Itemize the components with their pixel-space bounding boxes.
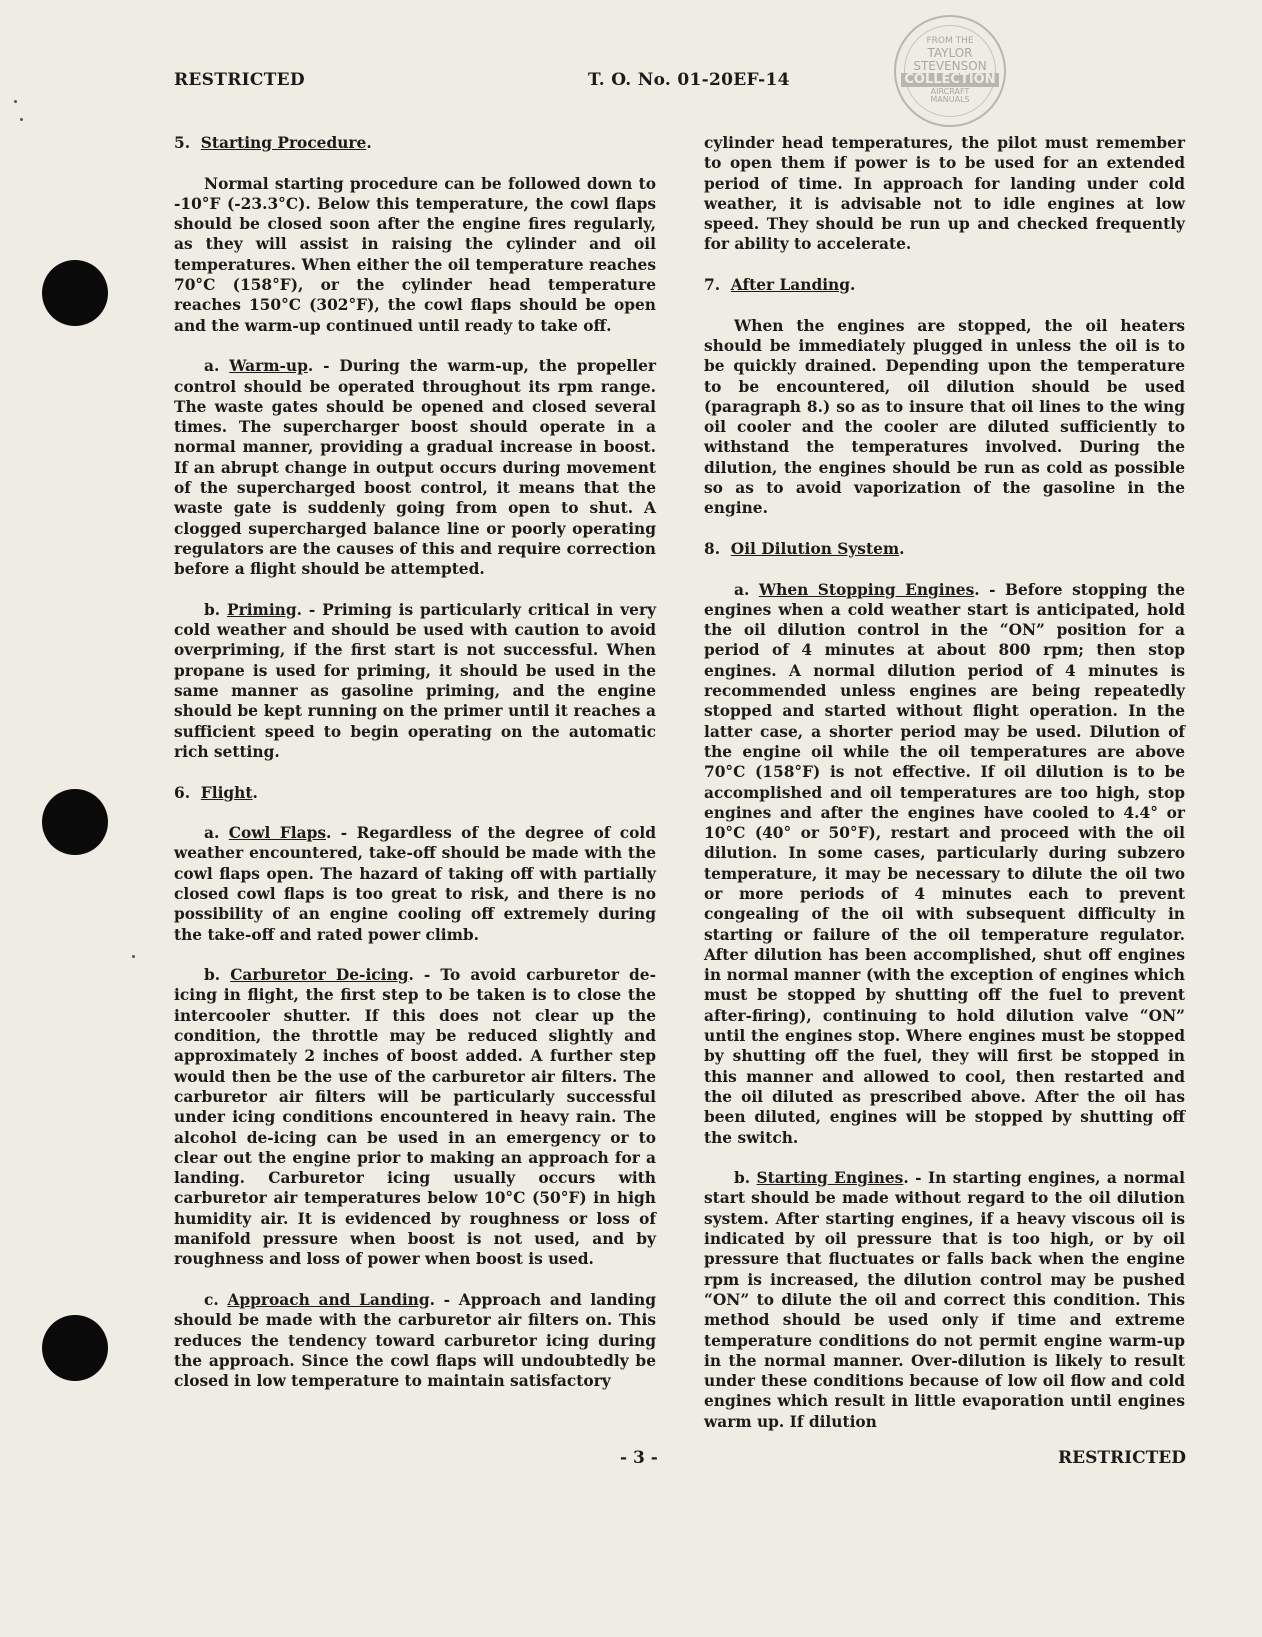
- subsection-title: Starting Engines: [756, 1169, 904, 1188]
- paper-speck: [20, 118, 23, 121]
- stamp-line: COLLECTION: [901, 73, 998, 87]
- subsection-title: Approach and Landing: [227, 1290, 430, 1309]
- paragraph: a. Cowl Flaps. - Regardless of the degree of cold weather encountered, take-off should be made with the cowl flaps open. The hazard of taking off with partially closed cowl flaps is too great to risk, and there is no possibility of an engine cooling off extremely during the take-off and rated power climb.: [174, 824, 657, 944]
- stamp-line: MANUALS: [930, 95, 970, 105]
- paragraph: b. Starting Engines. - In starting engines, a normal start should be made without regard to the oil dilution system. After starting engines, if a heavy viscous oil is indicated by oil pressure that is too high, or by oil pressure that fluctuates or falls back when the engine rpm is increased, the dilution control may be pushed “ON” to dilute the oil and correct this condition. This method should be used only if time and extreme temperature conditions do not permit engine warm-up in the normal manner. Over-dilution is likely to result under these conditions because of low oil flow and cold engines which result in little evaporation until engines warm up. If dilution: [704, 1169, 1185, 1431]
- header-classification: RESTRICTED: [174, 70, 305, 90]
- subsection-letter: a.: [204, 824, 220, 843]
- binder-hole: [42, 1315, 108, 1381]
- subsection-title: Cowl Flaps: [228, 824, 326, 843]
- paragraph-body: - Before stopping the engines when a cold weather start is anticipated, hold the oil dilution control in the “ON” position for a period of 4 minutes at about 800 rpm; then stop engines. A normal dilution period of 4 minutes is recommended unless engines are being repeatedly stopped and started without flight operation. In the latter case, a shorter period may be used. Dilution of the engine oil while the oil temperatures are above 70°C (158°F) is not effective. If oil dilution is to be accomplished and oil temperatures are too high, stop engines and after the engines have cooled to 4.4° or 10°C (40° or 50°F), restart and proceed with the oil dilution. In some cases, particularly during subzero temperature, it may be necessary to dilute the oil two or more periods of 4 minutes each to prevent congealing of the oil with subsequent difficulty in starting or failure of the oil temperature regulator. After dilution has been accomplished, shut off engines in normal manner (with the exception of engines which must be stopped by shutting off the fuel to prevent after-firing), continuing to hold dilution valve “ON” until the engines stop. Where engines must be stopped by shutting off the fuel, they will first be stopped in this manner and allowed to cool, then restarted and the oil diluted as prescribed above. After the oil has been diluted, engines will be stopped by shutting off the switch.: [704, 580, 1186, 1147]
- subsection-letter: b.: [204, 966, 221, 985]
- subsection-letter: a.: [204, 357, 220, 376]
- paragraph-body: - During the warm-up, the propeller control should be operated throughout its rpm range. The waste gates should be opened and closed several times. The supercharger boost should operate in a normal manner, providing a gradual increase in boost. If an abrupt change in output occurs during movement of the supercharged boost control, it means that the waste gate is suddenly going from open to shut. A clogged supercharged balance line or poorly operating regulators are the causes of this and require correction before a flight should be attempted.: [174, 357, 657, 579]
- subsection-title: Warm-up: [229, 357, 308, 376]
- section-heading: 8. Oil Dilution System.: [704, 539, 905, 558]
- stamp-line: FROM THE: [926, 36, 974, 47]
- section-number: 8.: [704, 539, 721, 558]
- paragraph: c. Approach and Landing. - Approach and landing should be made with the carburetor air filters on. This reduces the tendency toward carburetor icing during the approach. Since the cowl flaps will undoubtedly be closed in low temperature to maintain satisfactory: [174, 1290, 656, 1391]
- paragraph: Normal starting procedure can be followed down to -10°F (-23.3°C). Below this temperature, the cowl flaps should be closed soon after the engine fires regularly, as they will assist in raising the cylinder and oil temperatures. When either the oil temperature reaches 70°C (158°F), or the cylinder head temperature reaches 150°C (302°F), the cowl flaps should be open and the warm-up continued until ready to take off.: [174, 174, 656, 335]
- section-heading: 7. After Landing.: [704, 276, 856, 295]
- section-number: 6.: [174, 783, 191, 802]
- section-title: After Landing: [730, 276, 850, 295]
- section-title: Flight: [200, 783, 253, 802]
- subsection-title: Carburetor De-icing: [230, 966, 409, 985]
- section-number: 7.: [704, 276, 721, 295]
- paragraph: cylinder head temperatures, the pilot must remember to open them if power is to be used for an extended period of time. In approach for landing under cold weather, it is advisable not to idle engines at low speed. They should be run up and checked frequently for ability to accelerate.: [704, 134, 1185, 254]
- subsection-letter: c.: [204, 1290, 219, 1309]
- section-title: Oil Dilution System: [730, 539, 900, 558]
- paragraph-body: - In starting engines, a normal start should be made without regard to the oil dilution system. After starting engines, if a heavy viscous oil is indicated by oil pressure that is too high, or by oil pressure that fluctuates or falls back when the engine rpm is increased, the dilution control may be pushed “ON” to dilute the oil and correct this condition. This method should be used only if time and extreme temperature conditions do not permit engine warm-up in the normal manner. Over-dilution is likely to result under these conditions because of low oil flow and cold engines which result in little evaporation until engines warm up. If dilution: [704, 1169, 1185, 1431]
- left-column: [174, 133, 656, 1391]
- paragraph: a. Warm-up. - During the warm-up, the propeller control should be operated throughout its rpm range. The waste gates should be opened and closed several times. The supercharger boost should operate in a normal manner, providing a gradual increase in boost. If an abrupt change in output occurs during movement of the supercharged boost control, it means that the waste gate is suddenly going from open to shut. A clogged supercharged balance line or poorly operating regulators are the causes of this and require correction before a flight should be attempted.: [174, 357, 657, 579]
- paragraph: When the engines are stopped, the oil heaters should be immediately plugged in unless the oil is to be quickly drained. Depending upon the temperature to be encountered, oil dilution should be used (paragraph 8.) so as to insure that oil lines to the wing oil cooler and the cooler are diluted sufficiently to withstand the temperatures involved. During the dilution, the engines should be run as cold as possible so as to avoid vaporization of the gasoline in the engine.: [704, 316, 1185, 518]
- paragraph-body: - To avoid carburetor de-icing in flight, the first step to be taken is to close the intercooler shutter. If this does not clear up the condition, the throttle may be reduced slightly and approximately 2 inches of boost added. A further step would then be the use of the carburetor air filters. The carburetor air filters will be particularly successful under icing conditions encountered in heavy rain. The alcohol de-icing can be used in an emergency or to clear out the engine prior to making an approach for a landing. Carburetor icing usually occurs with carburetor air temperatures below 10°C (50°F) in high humidity air. It is evidenced by roughness or loss of manifold pressure when boost is not used, and by roughness and loss of power when boost is used.: [174, 966, 656, 1269]
- section-heading: 6. Flight.: [174, 783, 258, 802]
- subsection-letter: a.: [734, 580, 750, 599]
- subsection-title: When Stopping Engines: [758, 580, 975, 599]
- paragraph: a. When Stopping Engines. - Before stopping the engines when a cold weather start is anticipated, hold the oil dilution control in the “ON” position for a period of 4 minutes at about 800 rpm; then stop engines. A normal dilution period of 4 minutes is recommended unless engines are being repeatedly stopped and started without flight operation. In the latter case, a shorter period may be used. Dilution of the engine oil while the oil temperatures are above 70°C (158°F) is not effective. If oil dilution is to be accomplished and oil temperatures are too high, stop engines and after the engines have cooled to 4.4° or 10°C (40° or 50°F), restart and proceed with the oil dilution. In some cases, particularly during subzero temperature, it may be necessary to dilute the oil two or more periods of 4 minutes each to prevent congealing of the oil with subsequent difficulty in starting or failure of the oil temperature regulator. After dilution has been accomplished, shut off engines in normal manner (with the exception of engines which must be stopped by shutting off the fuel to prevent after-firing), continuing to hold dilution valve “ON” until the engines stop. Where engines must be stopped by shutting off the fuel, they will first be stopped in this manner and allowed to cool, then restarted and the oil diluted as prescribed above. After the oil has been diluted, engines will be stopped by shutting off the switch.: [704, 580, 1186, 1147]
- stamp-line: AIRCRAFT: [930, 86, 970, 96]
- collection-stamp: [894, 15, 1006, 127]
- paper-speck: [14, 100, 17, 103]
- section-number: 5.: [174, 134, 191, 152]
- stamp-line: TAYLOR: [927, 45, 973, 60]
- paragraph: b. Carburetor De-icing. - To avoid carburetor de-icing in flight, the first step to be taken is to close the intercooler shutter. If this does not clear up the condition, the throttle may be reduced slightly and approximately 2 inches of boost added. A further step would then be the use of the carburetor air filters. The carburetor air filters will be particularly successful under icing conditions encountered in heavy rain. The alcohol de-icing can be used in an emergency or to clear out the engine prior to making an approach for a landing. Carburetor icing usually occurs with carburetor air temperatures below 10°C (50°F) in high humidity air. It is evidenced by roughness or loss of manifold pressure when boost is not used, and by roughness and loss of power when boost is used.: [174, 966, 656, 1269]
- section-title: Starting Procedure: [200, 134, 367, 152]
- header-document-number: T. O. No. 01-20EF-14: [588, 70, 790, 90]
- section-heading: 5. Starting Procedure.: [174, 134, 372, 152]
- right-column: [704, 133, 1185, 1432]
- paragraph-body: - Regardless of the degree of cold weather encountered, take-off should be made with the cowl flaps open. The hazard of taking off with partially closed cowl flaps is too great to risk, and there is no possibility of an engine cooling off extremely during the take-off and rated power climb.: [174, 824, 657, 944]
- paper-speck: [132, 955, 135, 958]
- stamp-line: STEVENSON: [913, 58, 987, 73]
- subsection-letter: b.: [204, 600, 221, 619]
- paragraph-body: - Approach and landing should be made with the carburetor air filters on. This reduces the tendency toward carburetor icing during the approach. Since the cowl flaps will undoubtedly be closed in low temperature to maintain satisfactory: [174, 1290, 656, 1391]
- binder-hole: [42, 789, 108, 855]
- paragraph: b. Priming. - Priming is particularly critical in very cold weather and should be used with caution to avoid overpriming, if the first start is not successful. When propane is used for priming, it should be used in the same manner as gasoline priming, and the engine should be kept running on the primer until it reaches a sufficient speed to begin operating on the automatic rich setting.: [174, 600, 657, 761]
- binder-hole: [42, 260, 108, 326]
- paragraph-body: - Priming is particularly critical in very cold weather and should be used with caution to avoid overpriming, if the first start is not successful. When propane is used for priming, it should be used in the same manner as gasoline priming, and the engine should be kept running on the primer until it reaches a sufficient speed to begin operating on the automatic rich setting.: [174, 600, 657, 761]
- footer-classification: RESTRICTED: [1058, 1448, 1186, 1468]
- page-number: - 3 -: [620, 1448, 658, 1468]
- subsection-letter: b.: [734, 1169, 751, 1188]
- subsection-title: Priming: [227, 600, 297, 619]
